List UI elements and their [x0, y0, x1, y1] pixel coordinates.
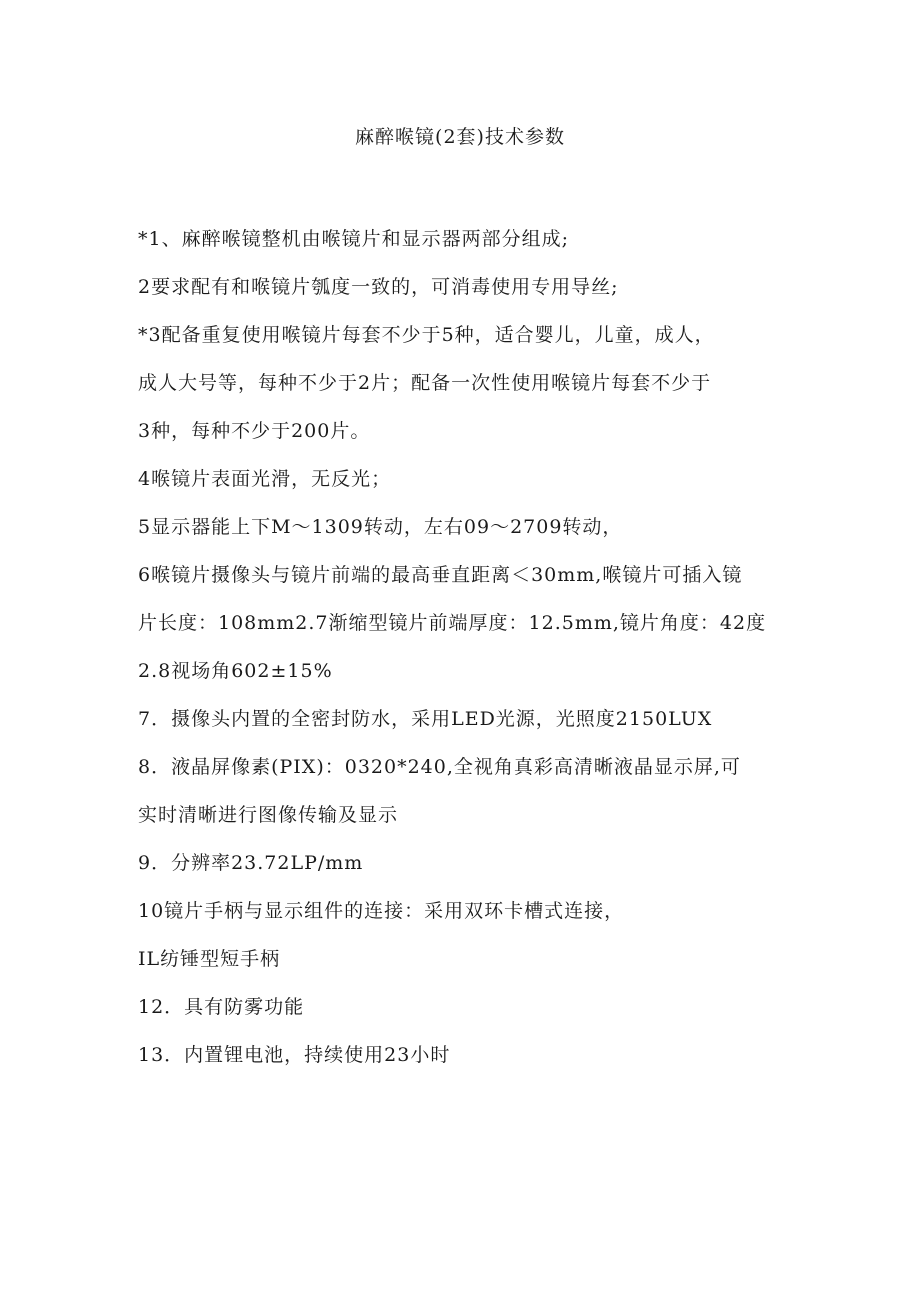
paragraph-line: 2要求配有和喉镜片瓠度一致的，可消毒使用专用导丝; — [138, 276, 619, 298]
paragraph-line: 实时清晰进行图像传输及显示 — [138, 804, 399, 826]
paragraph-line: 13．内置锂电池，持续使用23小时 — [138, 1044, 451, 1066]
paragraph-line: IL纺锤型短手柄 — [138, 948, 281, 970]
paragraph-line: 12．具有防雾功能 — [138, 996, 305, 1018]
paragraph-line: 片长度：108mm2.7渐缩型镜片前端厚度：12.5mm,镜片角度：42度 — [138, 612, 767, 634]
document-body — [138, 215, 788, 1079]
paragraph-line: *1、麻醉喉镜整机由喉镜片和显示器两部分组成; — [138, 228, 569, 250]
paragraph-line: 4喉镜片表面光滑，无反光； — [138, 468, 392, 490]
paragraph-line: 9．分辨率23.72LP/mm — [138, 852, 364, 874]
document-title: 麻醉喉镜(2套)技术参数 — [355, 126, 565, 148]
paragraph-line: 6喉镜片摄像头与镜片前端的最高垂直距离＜30mm,喉镜片可插入镜 — [138, 564, 743, 586]
paragraph-line: 5显示器能上下M～1309转动，左右09～2709转动， — [138, 516, 623, 538]
paragraph-line: 7．摄像头内置的全密封防水，采用LED光源，光照度2150LUX — [138, 708, 713, 730]
paragraph-line: 3种，每种不少于200片。 — [138, 420, 371, 442]
paragraph-line: *3配备重复使用喉镜片每套不少于5种，适合婴儿，儿童，成人， — [138, 324, 715, 346]
paragraph-line: 成人大号等，每种不少于2片；配备一次性使用喉镜片每套不少于 — [138, 372, 712, 394]
paragraph-line: 10镜片手柄与显示组件的连接：采用双环卡槽式连接， — [138, 900, 625, 922]
paragraph-line: 8．液晶屏像素(PIX)：0320*240,全视角真彩高清晰液晶显示屏,可 — [138, 756, 741, 778]
paragraph-line: 2.8视场角602±15% — [138, 660, 333, 682]
